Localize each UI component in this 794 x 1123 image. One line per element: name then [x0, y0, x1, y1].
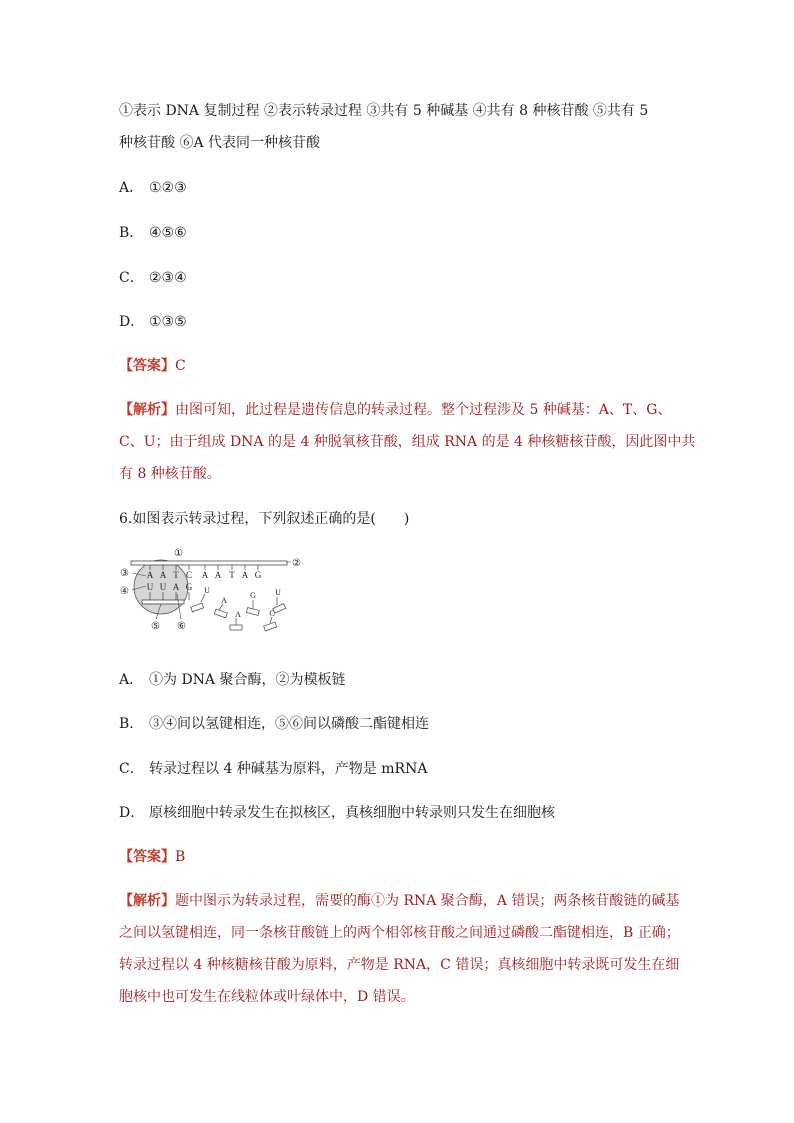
answer-label: 【答案】 [119, 849, 175, 865]
q5-option-a [119, 178, 187, 198]
q6-analysis-line1 [119, 891, 679, 911]
q6-option-c [119, 759, 427, 779]
marker-3: ③ [120, 568, 129, 579]
rna-strand [142, 600, 184, 604]
free-base: U [275, 588, 281, 597]
q6-stem: 6.如图表示转录过程，下列叙述正确的是( ) [119, 511, 410, 527]
marker-2: ② [292, 558, 301, 569]
option-letter: D． [119, 805, 145, 821]
option-letter: A． [119, 180, 144, 196]
answer-label: 【答案】 [119, 358, 175, 374]
template-base: A [159, 570, 167, 580]
q5-stem-line2: 种核苷酸 ⑥A 代表同一种核苷酸 [119, 135, 321, 151]
q5-option-b [119, 223, 187, 243]
option-text: 原核细胞中转录发生在拟核区，真核细胞中转录则只发生在细胞核 [149, 805, 555, 821]
transcription-diagram [119, 544, 309, 636]
option-letter: B． [119, 225, 144, 241]
free-base: U [204, 586, 210, 595]
analysis-label: 【解析】 [119, 402, 175, 418]
free-base: G [250, 591, 256, 600]
analysis-text: 由图可知，此过程是遗传信息的转录过程。整个过程涉及 5 种碱基：A、T、G、 [175, 402, 672, 418]
option-text: ①③⑤ [149, 314, 187, 330]
template-base: A [214, 570, 222, 580]
rna-base: U [146, 582, 154, 592]
marker-1: ① [174, 548, 183, 559]
option-letter: D． [119, 314, 145, 330]
q5-answer [119, 356, 186, 376]
option-text: ①②③ [149, 180, 187, 196]
option-text: ④⑤⑥ [149, 225, 187, 241]
q6-analysis-line3: 转录过程以 4 种核糖核苷酸为原料，产物是 RNA，C 错误；真核细胞中转录既可发生在细 [119, 957, 680, 973]
q6-option-d [119, 803, 555, 823]
q6-answer [119, 847, 185, 867]
q5-analysis-line3: 有 8 种核苷酸。 [119, 466, 221, 482]
q5-option-d [119, 312, 187, 332]
rna-base: U [159, 582, 167, 592]
template-base: C [185, 570, 193, 580]
marker-6: ⑥ [177, 621, 186, 632]
q6-analysis-line4: 胞核中也可发生在线粒体或叶绿体中，D 错误。 [119, 989, 415, 1005]
template-base: G [254, 570, 262, 580]
option-letter: C． [119, 761, 144, 777]
template-base: A [201, 570, 209, 580]
option-text: ②③④ [149, 270, 187, 286]
option-letter: A． [119, 672, 144, 688]
option-text: ③④间以氢键相连，⑤⑥间以磷酸二酯键相连 [149, 716, 429, 732]
q5-option-c [119, 268, 187, 288]
free-base: A [221, 596, 227, 605]
q5-analysis-line1 [119, 400, 671, 420]
option-text: 转录过程以 4 种碱基为原料，产物是 mRNA [149, 761, 428, 777]
template-strand [131, 561, 287, 565]
analysis-label: 【解析】 [119, 893, 175, 909]
template-base: A [146, 570, 154, 580]
q5-stem-line1: ①表示 DNA 复制过程 ②表示转录过程 ③共有 5 种碱基 ④共有 8 种核苷酸 ⑤共有 5 [119, 103, 649, 119]
template-base: A [241, 570, 249, 580]
analysis-text: 题中图示为转录过程，需要的酶①为 RNA 聚合酶，A 错误；两条核苷酸链的碱基 [175, 893, 680, 909]
answer-value: B [175, 849, 186, 865]
answer-value: C [175, 358, 186, 374]
rna-base: G [185, 582, 193, 592]
free-base: C [269, 609, 275, 618]
template-base: T [173, 570, 179, 580]
q6-option-a [119, 670, 346, 690]
free-base: A [235, 610, 241, 619]
q5-analysis-line2: C、U；由于组成 DNA 的是 4 种脱氧核苷酸，组成 RNA 的是 4 种核糖核苷酸，因此图中共 [119, 434, 696, 450]
q6-analysis-line2: 之间以氢键相连，同一条核苷酸链上的两个相邻核苷酸之间通过磷酸二酯键相连，B 正确； [119, 925, 680, 941]
rna-base: A [172, 582, 180, 592]
option-letter: B． [119, 716, 144, 732]
option-text: ①为 DNA 聚合酶，②为模板链 [149, 672, 346, 688]
q6-option-b [119, 714, 429, 734]
marker-4: ④ [120, 586, 129, 597]
option-letter: C． [119, 270, 144, 286]
template-base: T [229, 570, 235, 580]
marker-5: ⑤ [151, 621, 160, 632]
